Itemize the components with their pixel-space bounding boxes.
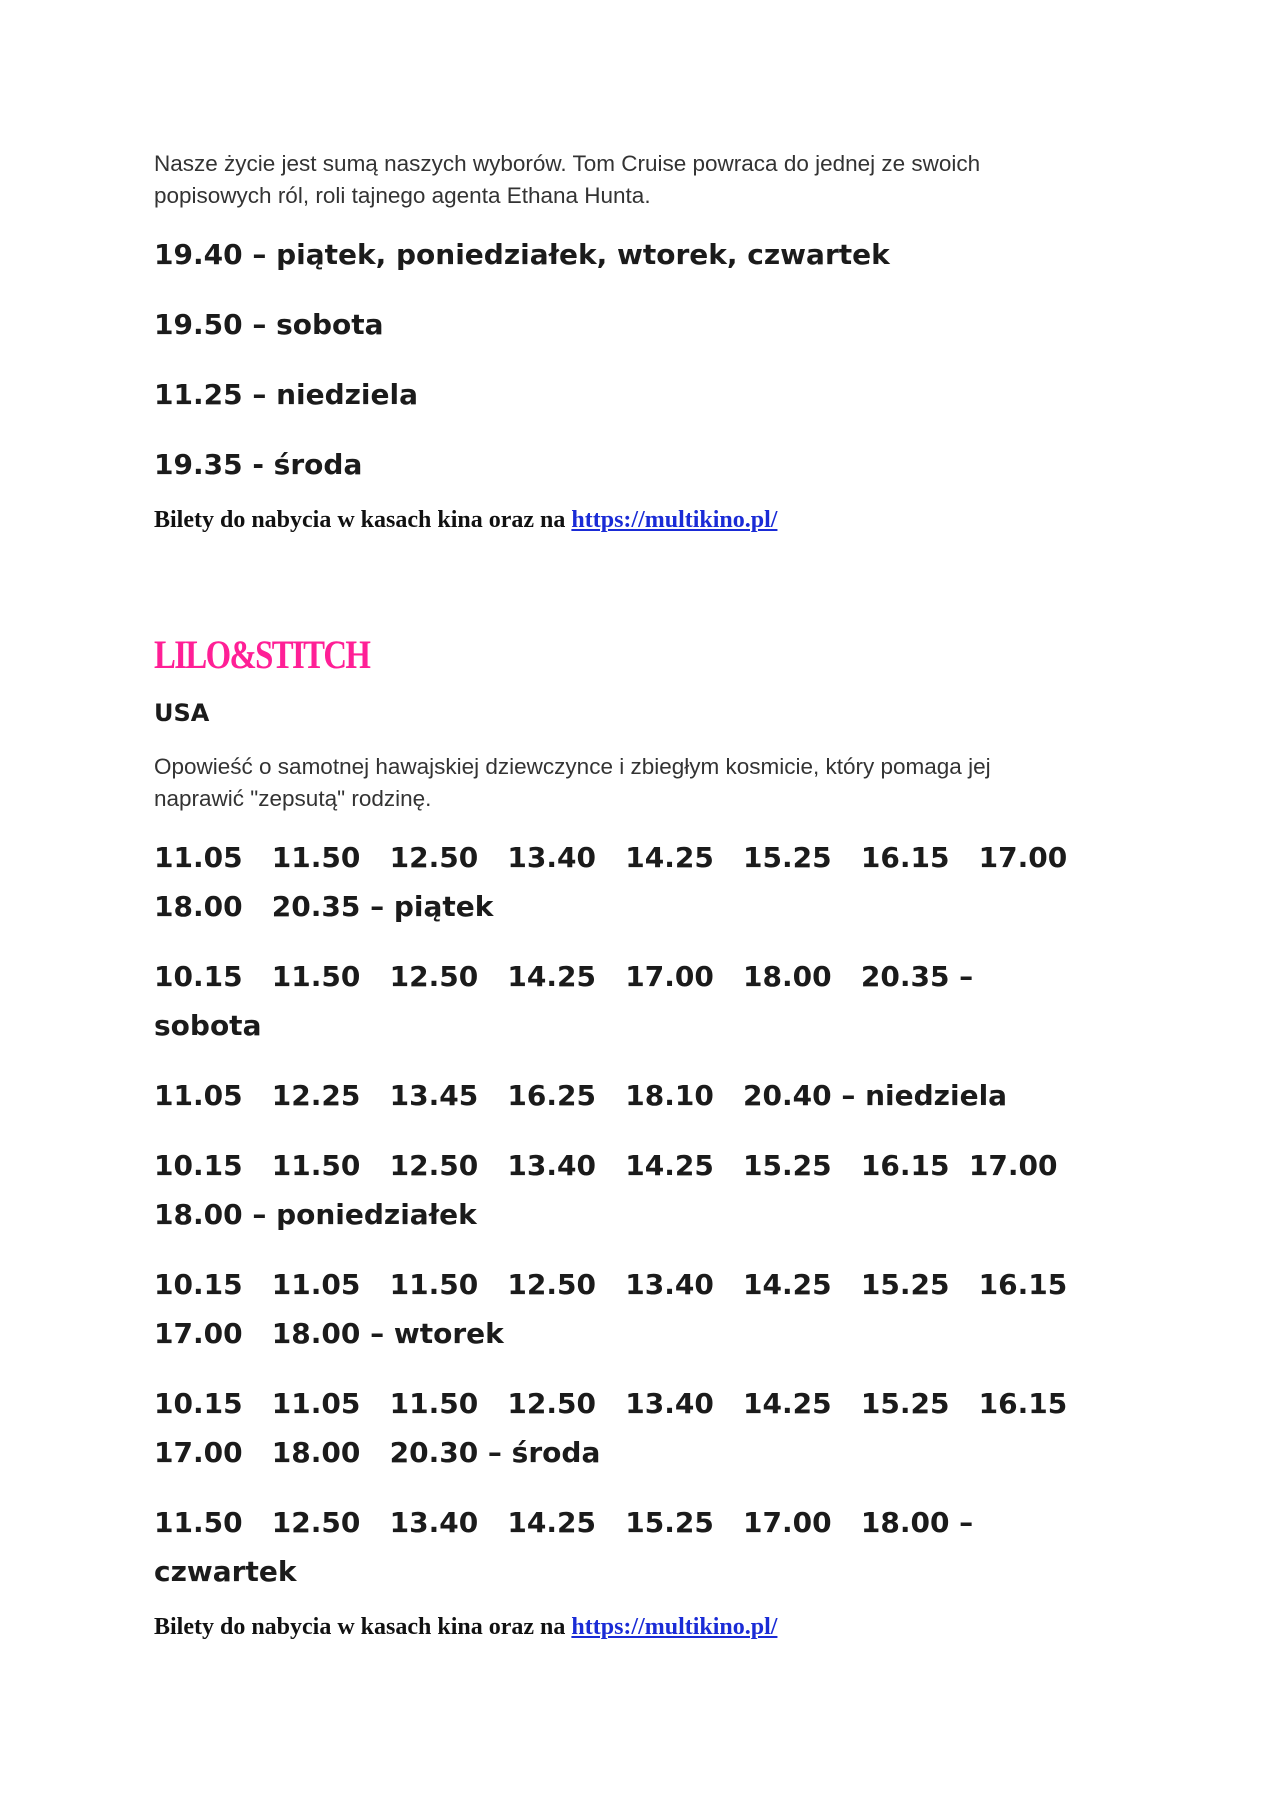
showtime-line: 10.15 11.05 11.50 12.50 13.40 14.25 15.25 16.15 17.00 18.00 20.30 – środa	[154, 1387, 1097, 1469]
showtime-line: 11.05 12.25 13.45 16.25 18.10 20.40 – niedziela	[154, 1079, 1008, 1112]
movie-description: Opowieść o samotnej hawajskiej dziewczynce i zbiegłym kosmicie, który pomaga jej naprawić "zepsutą" rodzinę.	[154, 754, 991, 811]
showtime-line: 11.05 11.50 12.50 13.40 14.25 15.25 16.15 17.00 18.00 20.35 – piątek	[154, 841, 1097, 923]
movie-country: USA	[154, 699, 210, 727]
movie-title: LILO&STITCH	[154, 632, 370, 677]
showtime-line: 11.50 12.50 13.40 14.25 15.25 17.00 18.00 – czwartek	[154, 1506, 983, 1588]
document-page	[154, 148, 1114, 1642]
showtime-line: 19.50 – sobota	[154, 308, 384, 341]
multikino-link[interactable]: https://multikino.pl/	[571, 507, 778, 533]
tickets-text: Bilety do nabycia w kasach kina oraz na	[154, 1614, 572, 1640]
showtime-line: 11.25 – niedziela	[154, 378, 419, 411]
showtime-line: 19.40 – piątek, poniedziałek, wtorek, czwartek	[154, 238, 890, 271]
tickets-text: Bilety do nabycia w kasach kina oraz na	[154, 507, 572, 533]
multikino-link[interactable]: https://multikino.pl/	[571, 1614, 778, 1640]
movie-description: Nasze życie jest sumą naszych wyborów. Tom Cruise powraca do jednej ze swoich popisowych ról, roli tajnego agenta Ethana Hunta.	[154, 151, 981, 208]
showtime-line: 10.15 11.50 12.50 14.25 17.00 18.00 20.35 – sobota	[154, 960, 983, 1042]
showtime-line: 19.35 - środa	[154, 448, 363, 481]
showtime-line: 10.15 11.05 11.50 12.50 13.40 14.25 15.25 16.15 17.00 18.00 – wtorek	[154, 1268, 1097, 1350]
tickets-info	[154, 1612, 1114, 1642]
showtime-line: 10.15 11.50 12.50 13.40 14.25 15.25 16.15 17.00 18.00 – poniedziałek	[154, 1149, 1087, 1231]
tickets-info	[154, 505, 1114, 535]
